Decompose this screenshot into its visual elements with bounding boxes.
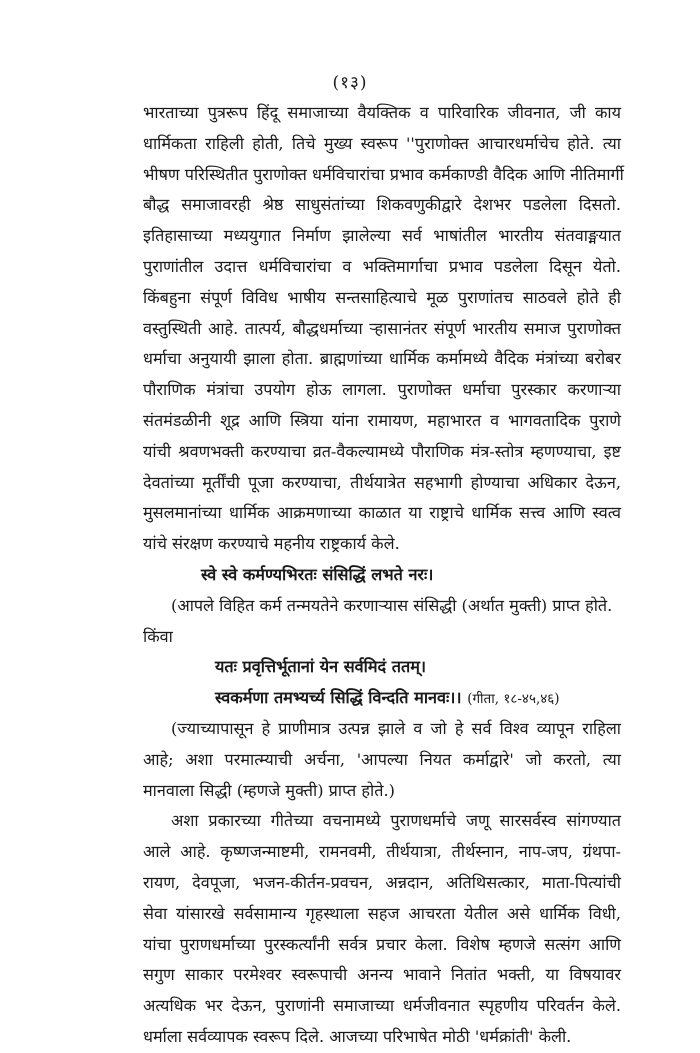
text-line: बौद्ध समाजावरही श्रेष्ठ साधुसंतांच्या शिकवणुकीद्वारे देशभर पडलेला दिसतो. bbox=[143, 195, 621, 215]
text-line: अत्यधिक भर देऊन, पुराणांनी समाजाच्या धर्मजीवनात स्पृहणीय परिवर्तन केले. bbox=[143, 996, 621, 1016]
text-line: आले आहे. कृष्णजन्माष्टमी, रामनवमी, तीर्थयात्रा, तीर्थस्नान, नाप-जप, ग्रंथपा- bbox=[143, 842, 621, 862]
text-line: किंबहुना संपूर्ण विविध भाषीय सन्तसाहित्याचे मूळ पुराणांतच साठवले होते ही bbox=[143, 287, 621, 307]
text-line: पुराणांतील उदात्त धर्मविचारांचा व भक्तिमार्गाचा प्रभाव पडलेला दिसून येतो. bbox=[143, 256, 621, 276]
text-line: देवतांच्या मूर्तींची पूजा करण्याचा, तीर्थयात्रेत सहभागी होण्याचा अधिकार देऊन, bbox=[143, 472, 621, 492]
text-line: धर्माला सर्वव्यापक स्वरूप दिले. आजच्या परिभाषेत मोठी 'धर्मक्रांती' केली. bbox=[143, 1026, 572, 1046]
text-line: आहे; अशा परमात्म्याची अर्चना, 'आपल्या नियत कर्माद्वारे' जो करतो, त्या bbox=[143, 749, 621, 769]
text-line: मानवाला सिद्धी (म्हणजे मुक्ती) प्राप्त होते.) bbox=[143, 780, 395, 800]
text-line: रायण, देवपूजा, भजन-कीर्तन-प्रवचन, अन्नदान, अतिथिसत्कार, माता-पित्यांची bbox=[143, 872, 621, 892]
page-number: (१३) bbox=[332, 73, 368, 93]
page-body bbox=[143, 98, 624, 1053]
text-line: किंवा bbox=[143, 626, 173, 646]
verse-2-line-2-text: स्वकर्मणा तमभ्यर्च्य सिद्धिं विन्दति मानवः।। bbox=[215, 688, 462, 708]
text-line: (आपले विहित कर्म तन्मयतेने करणाऱ्यास संसिद्धी (अर्थात मुक्ती) प्राप्त होते. bbox=[171, 595, 613, 615]
sanskrit-verse-1: स्वे स्वे कर्मण्यभिरतः संसिद्धिं लभते नरः। bbox=[201, 564, 434, 584]
text-line: वस्तुस्थिती आहे. तात्पर्य, बौद्धधर्माच्या ऱ्हासानंतर संपूर्ण भारतीय समाज पुराणोक्त bbox=[143, 318, 621, 338]
text-line: संतमंडळीनी शूद्र आणि स्त्रिया यांना रामायण, महाभारत व भागवतादिक पुराणे bbox=[143, 410, 621, 430]
text-line: सगुण साकार परमेश्वर स्वरूपाची अनन्य भावाने नितांत भक्ती, या विषयावर bbox=[143, 965, 621, 985]
text-line: यांचे संरक्षण करण्याचे महनीय राष्ट्रकार्य केले. bbox=[143, 534, 400, 554]
text-line: पौराणिक मंत्रांचा उपयोग होऊ लागला. पुराणोक्त धर्माचा पुरस्कार करणाऱ्या bbox=[143, 380, 621, 400]
text-line: यांचा पुराणधर्माच्या पुरस्कर्त्यांनी सर्वत्र प्रचार केला. विशेष म्हणजे सत्संग आणि bbox=[143, 934, 621, 954]
text-line: धार्मिकता राहिली होती, तिचे मुख्य स्वरूप ''पुराणोक्त आचारधर्माचेच होते. त्या bbox=[143, 133, 621, 153]
gita-citation: (गीता, १८-४५,४६) bbox=[467, 691, 560, 708]
text-line: इतिहासाच्या मध्ययुगात निर्माण झालेल्या सर्व भाषांतील भारतीय संतवाङ्मयात bbox=[143, 226, 621, 246]
verse-1-meaning bbox=[143, 591, 621, 653]
text-line: सेवा यांसारखे सर्वसामान्य गृहस्थाला सहज आचरता येतील असे धार्मिक विधी, bbox=[143, 903, 621, 923]
text-line: भारताच्या पुत्ररूप हिंदू समाजाच्या वैयक्तिक व पारिवारिक जीवनात, जी काय bbox=[143, 103, 621, 122]
text-line: अशा प्रकारच्या गीतेच्या वचनामध्ये पुराणधर्माचे जणू सारसर्वस्व सांगण्यात bbox=[171, 811, 621, 831]
text-line: यांची श्रवणभक्ती करण्याचा व्रत-वैकल्यामध्ये पौराणिक मंत्र-स्तोत्र म्हणण्याचा, इष्ट bbox=[143, 441, 621, 461]
text-line: भीषण परिस्थितीत पुराणोक्त धर्मविचारांचा प्रभाव कर्मकाण्डी वैदिक आणि नीतिमार्गी bbox=[143, 164, 624, 184]
text-line: मुसलमानांच्या धार्मिक आक्रमणाच्या काळात या राष्ट्राचे धार्मिक सत्त्व आणि स्वत्व bbox=[143, 503, 621, 523]
text-line: (ज्याच्यापासून हे प्राणीमात्र उत्पन्न झाले व जो हे सर्व विश्व व्यापून राहिला bbox=[171, 718, 621, 738]
verse-2-meaning bbox=[143, 714, 621, 806]
sanskrit-verse-2-line-1: यतः प्रवृत्तिर्भूतानां येन सर्वमिदं ततम्। bbox=[215, 657, 427, 677]
paragraph-2 bbox=[143, 806, 621, 1052]
sanskrit-verse-2-line-2 bbox=[143, 683, 621, 714]
text-line: धर्माचा अनुयायी झाला होता. ब्राह्मणांच्या धार्मिक कर्मामध्ये वैदिक मंत्रांच्या बरोबर bbox=[143, 349, 621, 369]
paragraph-1 bbox=[143, 98, 624, 560]
